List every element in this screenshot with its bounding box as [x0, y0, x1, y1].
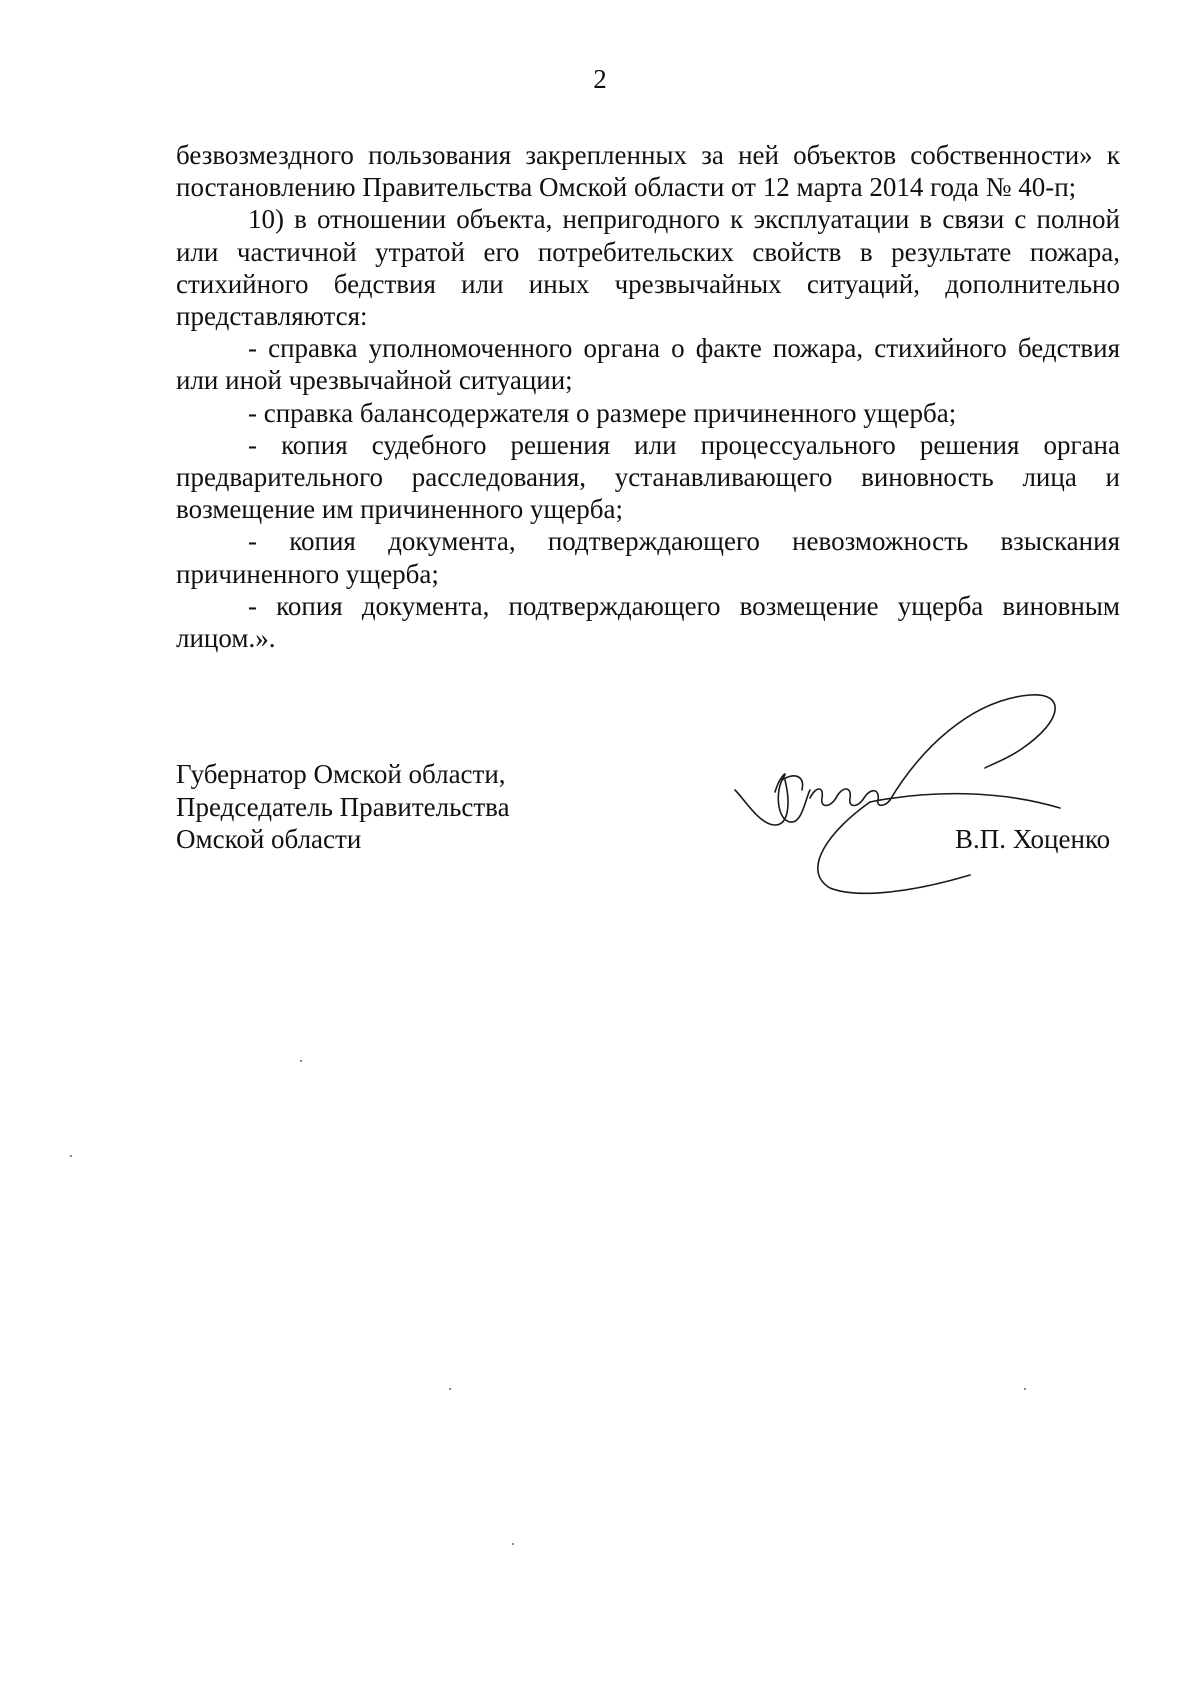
handwritten-signature	[720, 680, 1120, 900]
paragraph: - копия судебного решения или процессуального решения органа предварительного расследования, устанавливающего виновность лица и возмещение им причиненного ущерба;	[176, 429, 1120, 525]
paragraph: - справка балансодержателя о размере причиненного ущерба;	[248, 397, 957, 428]
paragraph: - копия документа, подтверждающего возмещение ущерба виновным лицом.».	[176, 590, 1120, 654]
signatory-name: В.П. Хоценко	[955, 824, 1111, 854]
paragraph: - справка уполномоченного органа о факте пожара, стихийного бедствия или иной чрезвычайной ситуации;	[176, 333, 1120, 396]
scan-speck	[449, 1388, 451, 1390]
scan-speck	[70, 1155, 72, 1157]
signatory-title-line: Омской области	[176, 824, 362, 854]
signatory-title-line: Губернатор Омской области,	[176, 759, 506, 789]
scan-speck	[300, 1060, 302, 1062]
scan-speck	[512, 1543, 514, 1545]
paragraph: - копия документа, подтверждающего невозможность взыскания причиненного ущерба;	[176, 526, 1120, 589]
paragraph: безвозмездного пользования закрепленных за ней объектов собственности» к постановлению Правительства Омской области от 12 марта 2014 года № 40-п;	[176, 140, 1120, 203]
page-number: 2	[593, 64, 607, 94]
scan-speck	[1024, 1388, 1026, 1390]
signatory-title	[176, 758, 510, 856]
paragraph: 10) в отношении объекта, непригодного к эксплуатации в связи с полной или частичной утратой его потребительских свойств в результате пожара, стихийного бедствия или иных чрезвычайных ситуаций, дополнительно представляются:	[176, 204, 1120, 332]
signatory-title-line: Председатель Правительства	[176, 791, 510, 822]
document-body	[176, 139, 1120, 654]
